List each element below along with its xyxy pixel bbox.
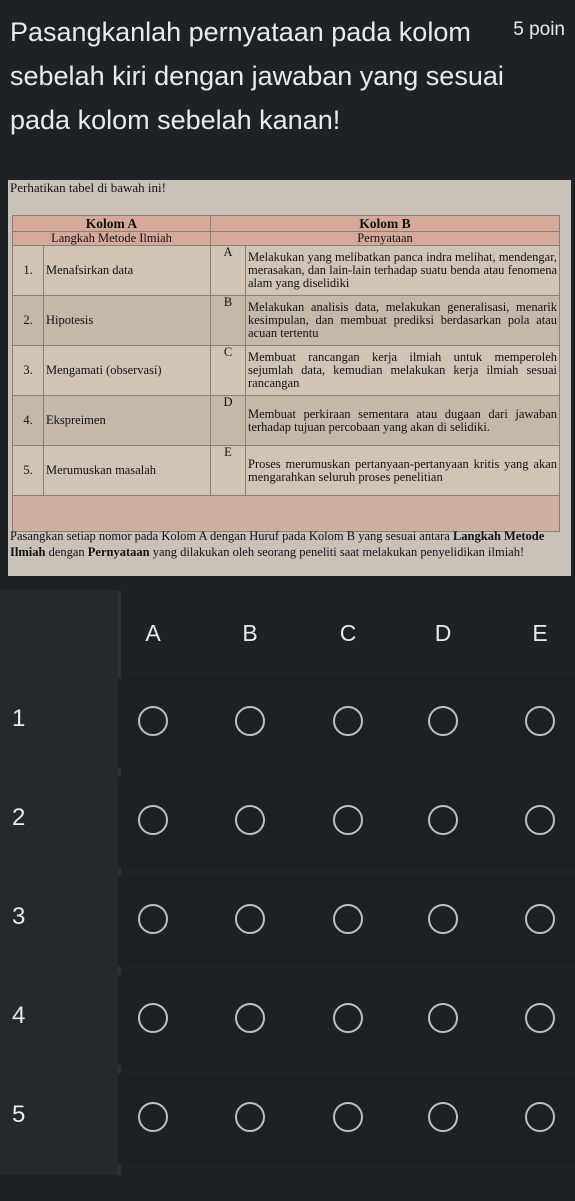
radio-4-b[interactable] (235, 1003, 265, 1033)
radio-2-d[interactable] (428, 805, 458, 835)
grid-row-3 (0, 876, 575, 966)
row-number: 5. (13, 446, 44, 496)
instruction-text: Pasangkan setiap nomor pada Kolom A dengan Huruf pada Kolom B yang sesuai antara (10, 529, 453, 543)
table-row (13, 446, 560, 496)
image-intro: Perhatikan tabel di bawah ini! (10, 180, 166, 195)
blank-cell (13, 496, 560, 532)
row-method: Merumuskan masalah (44, 446, 211, 496)
radio-4-d[interactable] (428, 1003, 458, 1033)
row-method: Ekspreimen (44, 396, 211, 446)
row-method: Menafsirkan data (44, 246, 211, 296)
radio-5-c[interactable] (333, 1102, 363, 1132)
row-letter: A (211, 246, 246, 296)
radio-3-a[interactable] (138, 904, 168, 934)
radio-5-a[interactable] (138, 1102, 168, 1132)
instruction-text-end: yang dilakukan oleh seorang peneliti saat melakukan penyelidikan ilmiah! (149, 545, 525, 559)
radio-3-d[interactable] (428, 904, 458, 934)
row-statement: Membuat rancangan kerja ilmiah untuk memperoleh sejumlah data, kemudian melakukan kerja ilmiah sesuai rancangan (246, 346, 560, 396)
instruction-bold-statement: Pernyataan (87, 545, 150, 559)
row-number: 4. (13, 396, 44, 446)
radio-1-a[interactable] (138, 706, 168, 736)
instruction-text-mid: dengan (45, 545, 88, 559)
grid-row-2 (0, 777, 575, 867)
row-number: 1. (13, 246, 44, 296)
row-label: 2 (12, 804, 26, 831)
table-row (13, 246, 560, 296)
radio-2-b[interactable] (235, 805, 265, 835)
radio-3-e[interactable] (525, 904, 555, 934)
row-label: 1 (12, 705, 26, 732)
row-statement: Proses merumuskan pertanyaan-pertanyaan kritis yang akan mengarahkan seluruh proses penelitian (246, 446, 560, 496)
table-row (13, 396, 560, 446)
column-header-d: D (434, 620, 452, 646)
radio-1-c[interactable] (333, 706, 363, 736)
radio-3-b[interactable] (235, 904, 265, 934)
row-label: 3 (12, 903, 26, 930)
points-badge: 5 poin (513, 19, 565, 40)
radio-3-c[interactable] (333, 904, 363, 934)
column-header-e: E (532, 620, 548, 646)
radio-2-a[interactable] (138, 805, 168, 835)
row-letter: D (211, 396, 246, 446)
radio-2-e[interactable] (525, 805, 555, 835)
radio-5-b[interactable] (235, 1102, 265, 1132)
col-a-header: Kolom A (13, 216, 211, 232)
row-number: 2. (13, 296, 44, 346)
radio-2-c[interactable] (333, 805, 363, 835)
row-method: Hipotesis (44, 296, 211, 346)
question-image (8, 180, 571, 576)
table-row (13, 296, 560, 346)
row-statement: Melakukan yang melibatkan panca indra melihat, mendengar, merasakan, dan lain-lain terhadap suatu benda atau fenomena alam yang diselidiki (246, 246, 560, 296)
image-instruction (10, 528, 571, 560)
row-label: 5 (12, 1101, 26, 1128)
row-letter: E (211, 446, 246, 496)
table-row (13, 346, 560, 396)
col-b-header: Kolom B (211, 216, 560, 232)
grid-row-5 (0, 1074, 575, 1164)
radio-1-e[interactable] (525, 706, 555, 736)
row-letter: B (211, 296, 246, 346)
radio-1-d[interactable] (428, 706, 458, 736)
matching-table (12, 215, 560, 532)
column-header-c: C (339, 620, 357, 646)
row-number: 3. (13, 346, 44, 396)
radio-4-e[interactable] (525, 1003, 555, 1033)
radio-4-c[interactable] (333, 1003, 363, 1033)
radio-1-b[interactable] (235, 706, 265, 736)
row-statement: Membuat perkiraan sementara atau dugaan dari jawaban terhadap tujuan percobaan yang akan di selidiki. (246, 396, 560, 446)
question-header (10, 10, 565, 142)
col-b-subheader: Pernyataan (211, 232, 560, 246)
question-title: Pasangkanlah pernyataan pada kolom sebelah kiri dengan jawaban yang sesuai pada kolom sebelah kanan! (10, 17, 504, 135)
table-row-blank (13, 496, 560, 532)
radio-4-a[interactable] (138, 1003, 168, 1033)
grid-row-4 (0, 975, 575, 1065)
row-letter: C (211, 346, 246, 396)
row-method: Mengamati (observasi) (44, 346, 211, 396)
row-label: 4 (12, 1002, 26, 1029)
answer-grid (0, 590, 575, 1175)
col-a-subheader: Langkah Metode Ilmiah (13, 232, 211, 246)
column-header-a: A (145, 620, 161, 646)
radio-5-d[interactable] (428, 1102, 458, 1132)
instruction-bold-method: Langkah Metode Ilmiah (10, 529, 545, 559)
column-header-b: B (242, 620, 258, 646)
grid-row-1 (0, 678, 575, 768)
radio-5-e[interactable] (525, 1102, 555, 1132)
row-statement: Melakukan analisis data, melakukan generalisasi, menarik kesimpulan, dan membuat prediksi berdasarkan pola atau acuan tertentu (246, 296, 560, 346)
